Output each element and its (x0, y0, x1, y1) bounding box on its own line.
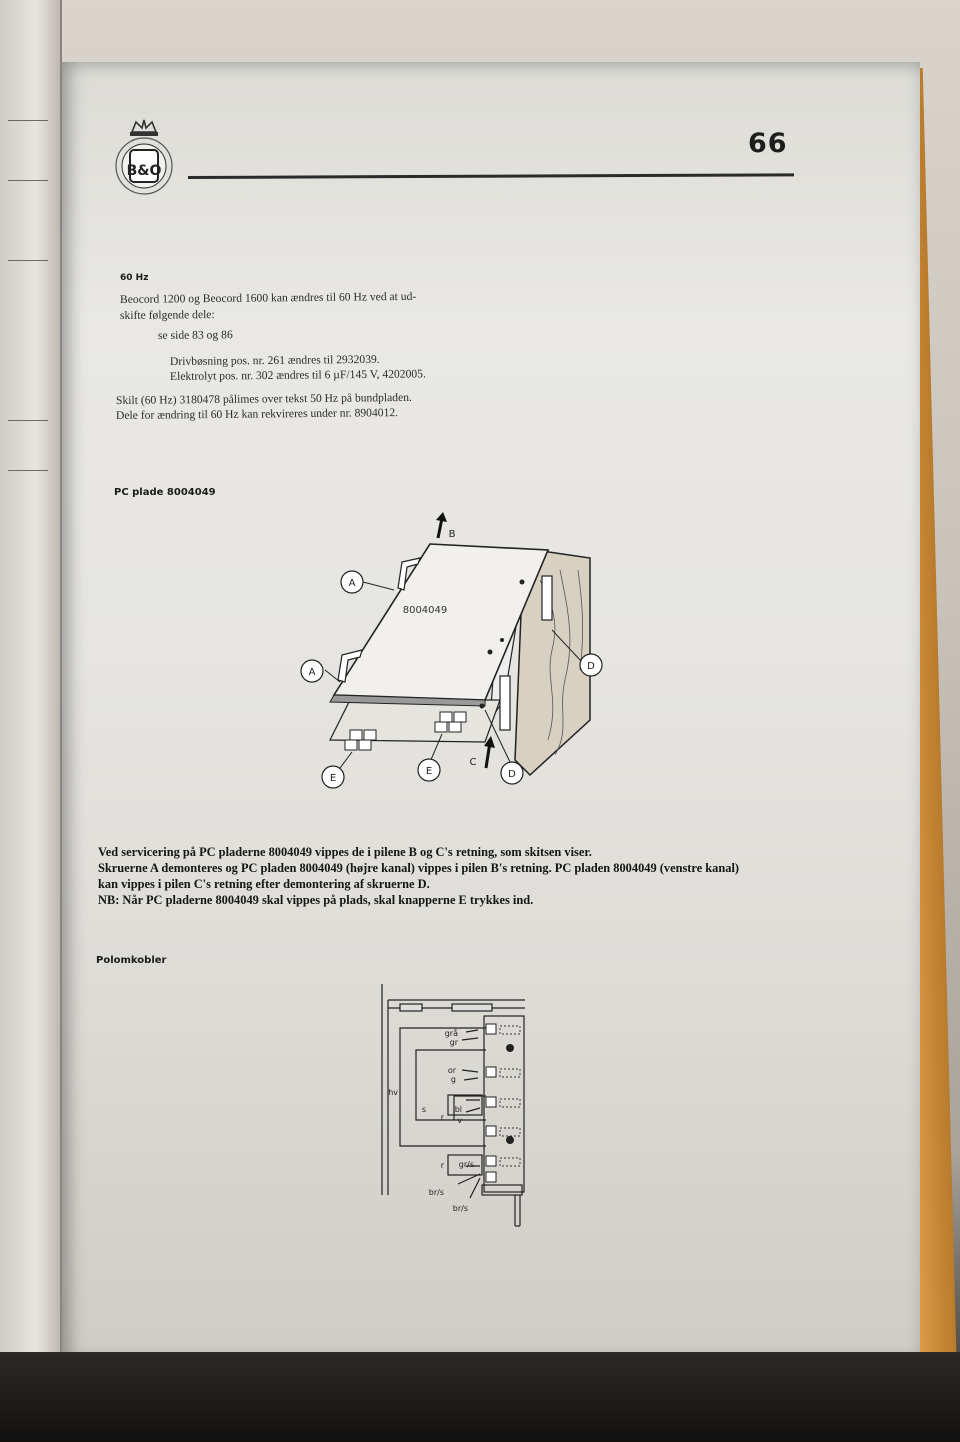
section-heading-polomkobler: Polomkobler (96, 955, 167, 966)
wire-label: hv (388, 1088, 398, 1097)
label-a-upper: A (348, 578, 356, 589)
wire-label: gr/s (458, 1160, 474, 1169)
wire-label: br/s (452, 1204, 468, 1213)
wire-label: r (440, 1161, 444, 1170)
section-heading-60hz: 60 Hz (120, 273, 149, 283)
text-line: Skilt (60 Hz) 3180478 pålimes over tekst 50 Hz på bundpladen. (115, 390, 412, 407)
wire-label: s (421, 1105, 426, 1114)
board-label: 8004049 (402, 605, 448, 616)
wire-label: g (450, 1075, 456, 1084)
label-e-left: E (329, 773, 337, 784)
left-page (0, 0, 62, 1360)
wire-label: br/s (428, 1188, 444, 1197)
label-d-right: D (587, 661, 595, 672)
bo-logo (112, 118, 176, 198)
instruction-line: Ved servicering på PC pladerne 8004049 vippes de i pilene B og C's retning, som skitsen viser. (98, 845, 592, 859)
instruction-line: kan vippes i pilen C's retning efter demontering af skruerne D. (98, 877, 430, 891)
wire-label: grå (444, 1029, 458, 1038)
section-heading-pc-plade: PC plade 8004049 (114, 487, 216, 498)
text-line: se side 83 og 86 (157, 328, 233, 342)
label-d-lower: D (508, 769, 516, 780)
text-line: Dele for ændring til 60 Hz kan rekvireres under nr. 8904012. (115, 406, 399, 422)
page-number: 66 (748, 128, 788, 159)
bottom-shadow (0, 1352, 960, 1442)
svg-text:B&O: B&O (126, 163, 162, 179)
text-line: skifte følgende dele: (119, 308, 215, 322)
wire-label: gr (449, 1038, 458, 1047)
text-line: Drivbøsning pos. nr. 261 ændres til 2932039. (169, 352, 380, 368)
label-a-lower: A (308, 667, 316, 678)
wire-label: or (447, 1066, 456, 1075)
label-b: B (448, 529, 456, 540)
text-line: Elektrolyt pos. nr. 302 ændres til 6 µF/145 V, 4202005. (169, 367, 426, 383)
polomkobler-diagram (370, 980, 540, 1230)
label-c: C (469, 757, 477, 768)
label-e-right: E (425, 766, 433, 777)
pc-board-diagram (290, 510, 620, 800)
wire-label: v (457, 1116, 462, 1125)
text-line: Beocord 1200 og Beocord 1600 kan ændres til 60 Hz ved at ud- (119, 289, 417, 306)
instruction-line: Skruerne A demonteres og PC pladen 8004049 (højre kanal) vippes i pilen B's retning. PC pladen 8004049 (venstre kanal) (98, 861, 740, 875)
wire-label: r (440, 1113, 444, 1122)
wire-label: bl (454, 1105, 462, 1114)
instruction-line: NB: Når PC pladerne 8004049 skal vippes på plads, skal knapperne E trykkes ind. (98, 893, 534, 907)
